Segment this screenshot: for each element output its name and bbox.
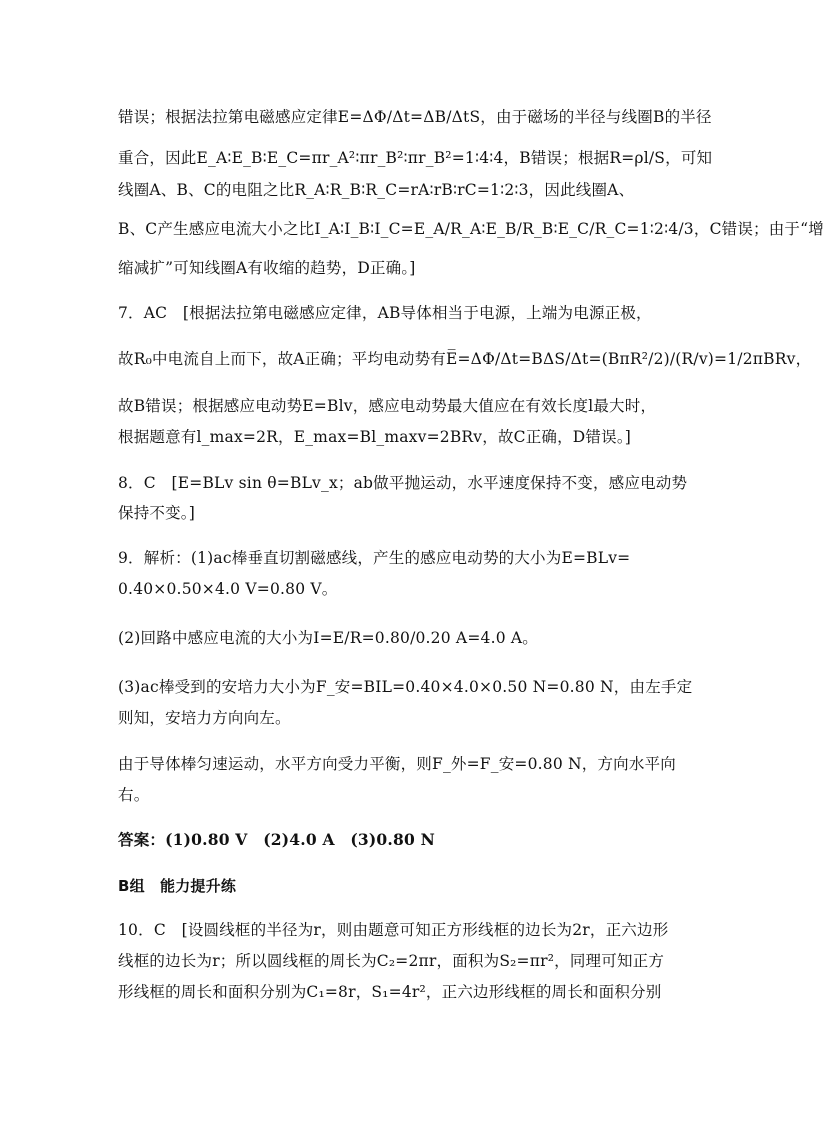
text-line: 错误；根据法拉第电磁感应定律E=ΔΦ/Δt=ΔB/ΔtS，由于磁场的半径与线圈B的半径 [118,108,712,126]
text-line: (3)ac棒受到的安培力大小为F_安=BIL=0.40×4.0×0.50 N=0.80 N，由左手定 [118,678,693,696]
text-line: (2)回路中感应电流的大小为I=E/R=0.80/0.20 A=4.0 A。 [118,629,538,647]
text-line: 根据题意有l_max=2R，E_max=Bl_maxv=2BRv，故C正确，D错误。] [118,428,632,446]
text-line: 形线框的周长和面积分别为C₁=8r，S₁=4r²，正六边形线框的周长和面积分别 [118,983,662,1001]
text-line: 8．C [E=BLv sin θ=BLv_x；ab做平抛运动，水平速度保持不变，感应电动势 [118,474,688,492]
text-line: 9．解析：(1)ac棒垂直切割磁感线，产生的感应电动势的大小为E=BLv= [118,549,631,567]
text-line: 右。 [118,786,150,804]
text-line: 保持不变。] [118,504,195,522]
text-line: 故R₀中电流自上而下，故A正确；平均电动势有E̅=ΔΦ/Δt=BΔS/Δt=(BπR²/2)/(R/v)=1/2πBRv， [118,350,812,368]
text-line: 则知，安培力方向向左。 [118,709,291,727]
text-line: 缩减扩”可知线圈A有收缩的趋势，D正确。] [118,259,416,277]
text-line: 10．C [设圆线框的半径为r，则由题意可知正方形线框的边长为2r，正六边形 [118,921,669,939]
answer-line: 答案：(1)0.80 V (2)4.0 A (3)0.80 N [118,830,435,849]
text-line: B、C产生感应电流大小之比I_A∶I_B∶I_C=E_A/R_A∶E_B/R_B∶E_C/R_C=1∶2∶4/3，C错误；由于“增 [118,220,824,238]
text-line: 线圈A、B、C的电阻之比R_A∶R_B∶R_C=rA∶rB∶rC=1∶2∶3，因此线圈A、 [118,181,635,199]
text-line: 故B错误；根据感应电动势E=Blv，感应电动势最大值应在有效长度l最大时， [118,397,657,415]
section-heading: B组 能力提升练 [118,877,237,895]
text-line: 7．AC [根据法拉第电磁感应定律，AB导体相当于电源，上端为电源正极， [118,304,652,322]
text-line: 由于导体棒匀速运动，水平方向受力平衡，则F_外=F_安=0.80 N，方向水平向 [118,755,676,773]
text-line: 0.40×0.50×4.0 V=0.80 V。 [118,580,338,598]
text-line: 线框的边长为r；所以圆线框的周长为C₂=2πr，面积为S₂=πr²，同理可知正方 [118,952,665,970]
text-line: 重合，因此E_A∶E_B∶E_C=πr_A²∶πr_B²∶πr_B²=1∶4∶4，B错误；根据R=ρl/S，可知 [118,149,713,167]
